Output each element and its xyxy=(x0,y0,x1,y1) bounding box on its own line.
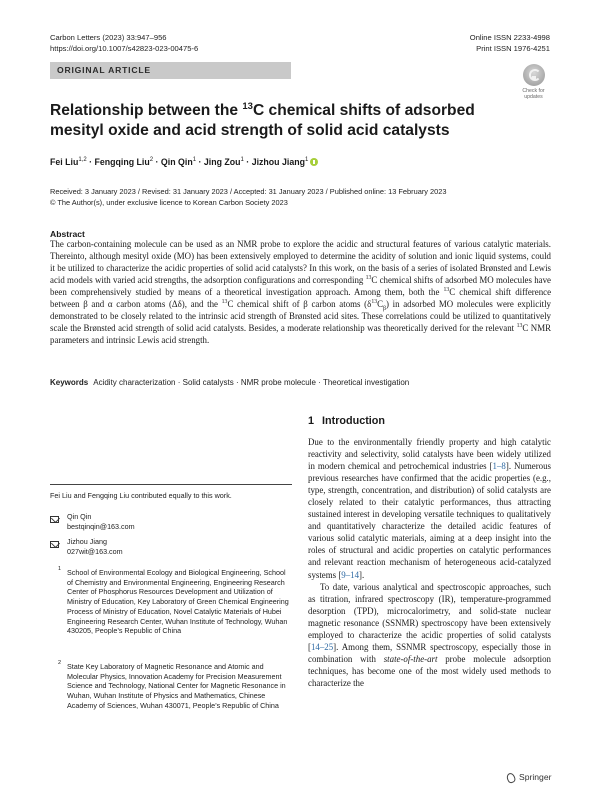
publisher-logo xyxy=(506,772,551,782)
copyright-line: © The Author(s), under exclusive licence to Korean Carbon Society 2023 xyxy=(50,197,288,207)
author-name[interactable]: Fei Liu xyxy=(50,157,79,167)
affiliation-number: 2 xyxy=(58,660,62,666)
publication-dates xyxy=(50,187,446,208)
citation-link[interactable]: 1–8 xyxy=(492,461,506,472)
issn-block xyxy=(470,33,550,54)
author-name[interactable]: Qin Qin xyxy=(160,157,193,167)
contact-email[interactable]: 027wit@163.com xyxy=(67,546,123,556)
section-number: 1 xyxy=(308,415,315,427)
section-heading xyxy=(308,415,385,427)
author-name[interactable]: Jing Zou xyxy=(203,157,241,167)
check-for-updates-icon xyxy=(523,64,545,86)
citation-link[interactable]: 9–14 xyxy=(341,569,360,580)
contribution-note: Fei Liu and Fengqing Liu contributed equally to this work. xyxy=(50,491,232,500)
abstract-heading: Abstract xyxy=(50,229,85,239)
springer-horse-icon xyxy=(506,772,516,782)
citation-link[interactable]: 14–25 xyxy=(310,641,334,652)
contact-email[interactable]: bestqinqin@163.com xyxy=(67,521,135,531)
badge-line-2: updates xyxy=(524,94,543,100)
keywords-label: Keywords xyxy=(50,378,89,387)
contact-name: Jizhou Jiang xyxy=(67,537,107,546)
keywords-list: Acidity characterization · Solid catalysts · NMR probe molecule · Theoretical investigation xyxy=(93,378,410,387)
section-title: Introduction xyxy=(322,415,385,427)
publisher-name: Springer xyxy=(519,772,552,782)
keywords xyxy=(50,378,409,387)
corresponding-author xyxy=(67,512,135,531)
affiliation-number: 1 xyxy=(58,566,62,572)
corresponding-author xyxy=(67,537,123,556)
article-type-banner: ORIGINAL ARTICLE xyxy=(50,62,291,79)
check-for-updates-badge[interactable] xyxy=(517,64,550,100)
affiliation: School of Environmental Ecology and Biological Engineering, School of Chemistry and Environmental Engineering, Engineering Research Center of Phosphorus Resources Development and Utilization of Ministry of Education, Key Laboratory of Green Chemical Engineering Process of Ministry of Education, Novel Catalytic Materials of Hubei Engineering Research Center, Wuhan Institute of Technology, Wuhan 430205, People’s Republic of China xyxy=(67,568,289,636)
author-name[interactable]: Jizhou Jiang xyxy=(251,157,305,167)
author-list: Fei Liu$^{1,2}$ · Fengqing Liu$^2$ · Qin Qin$^1$ · Jing Zou$^1$ · Jizhou Jiang$^1$ xyxy=(50,157,318,167)
doi-link[interactable]: https://doi.org/10.1007/s42823-023-00475-6 xyxy=(50,43,199,53)
abstract-text: The carbon-containing molecule can be used as an NMR probe to explore the acidic and structural features of various catalytic materials. Thereinto, although mesityl oxide (MO) has been extensively employed to determine the acidity of solution and ionic liquid systems, could it be utilized to characterize the acidic properties of solid acid catalysts? In this work, on the basis of a series of isolated Brønsted and Lewis acid models with varied acid strengths, the adsorption configurations and corresponding $^{13}$C chemical shifts of adsorbed MO molecules have been comprehensively studied by means of a theoretical investigation approach. Among them, both the $^{13}$C chemical shift difference between β and α carbon atoms (Δδ), and the $^{13}$C chemical shift of β carbon atoms $(\delta^{13}C_\beta)$ in adsorbed MO molecules were explicitly demonstrated to be closely related to the intrinsic acid strength of Brønsted acid sites. These correlations could be utilized to quantitatively scale the Brønsted acid strength of solid acid catalysts. Besides, a moderate relationship was theoretically derived for the relevant $^{13}$C NMR parameters and intrinsic Lewis acid strength. xyxy=(50,239,552,345)
journal-header xyxy=(50,33,198,54)
footnote-divider xyxy=(50,484,292,485)
contact-name: Qin Qin xyxy=(67,512,92,521)
history-dates: Received: 3 January 2023 / Revised: 31 January 2023 / Accepted: 31 January 2023 / Published online: 13 February 2023 xyxy=(50,187,447,196)
orcid-icon[interactable] xyxy=(310,158,318,166)
paragraph: Due to the environmentally friendly property and high catalytic reactivity and selectivity, solid catalysts have been widely utilized in modern chemical and petrochemical industries [1–8]. Numerous previous researches have confirmed that the acidic properties (e.g., type, strength, concentration, and distribution) of solid catalysts are closely related to their catalytic performances, thus attracting sustained interest in developing versatile techniques to qualitatively and quantitatively characterize the detailed acidic features of various solid catalytic materials, aiming at a deep insight into the roles of structural and acidic properties on catalytic performances and relevant reaction mechanism of heterogeneous acid-catalyzed systems [9–14]. xyxy=(308,437,551,580)
online-issn: Online ISSN 2233-4998 xyxy=(469,33,550,42)
paragraph: To date, various analytical and spectroscopic approaches, such as titration, infrared spectroscopy (IR), temperature-programmed desorption (TPD), microcalorimetry, and solid-state nuclear magnetic resonance (SSNMR) spectroscopy have been extensively employed to characterize the acidic properties of solid catalysts [14–25]. Among them, SSNMR spectroscopy, especially those in combination with state-of-the-art probe molecule adsorption techniques, has become one of the most widely used methods to characterize the xyxy=(308,581,551,688)
introduction-body xyxy=(308,436,551,689)
affiliation: State Key Laboratory of Magnetic Resonance and Atomic and Molecular Physics, Innovation Academy for Precision Measurement Science and Technology, National Center for Magnetic Resonance in Wuhan, Wuhan Institute of Physics and Mathematics, Chinese Academy of Sciences, Wuhan 430071, People’s Republic of China xyxy=(67,662,286,710)
print-issn: Print ISSN 1976-4251 xyxy=(476,43,550,53)
envelope-icon xyxy=(50,541,59,548)
envelope-icon xyxy=(50,516,59,523)
badge-line-1: Check for xyxy=(522,88,545,94)
article-title: Relationship between the $^{13}$C chemical shifts of adsorbed mesityl oxide and acid strength of solid acid catalysts xyxy=(50,100,475,139)
journal-citation: Carbon Letters (2023) 33:947–956 xyxy=(50,33,167,42)
author-name[interactable]: Fengqing Liu xyxy=(94,157,150,167)
